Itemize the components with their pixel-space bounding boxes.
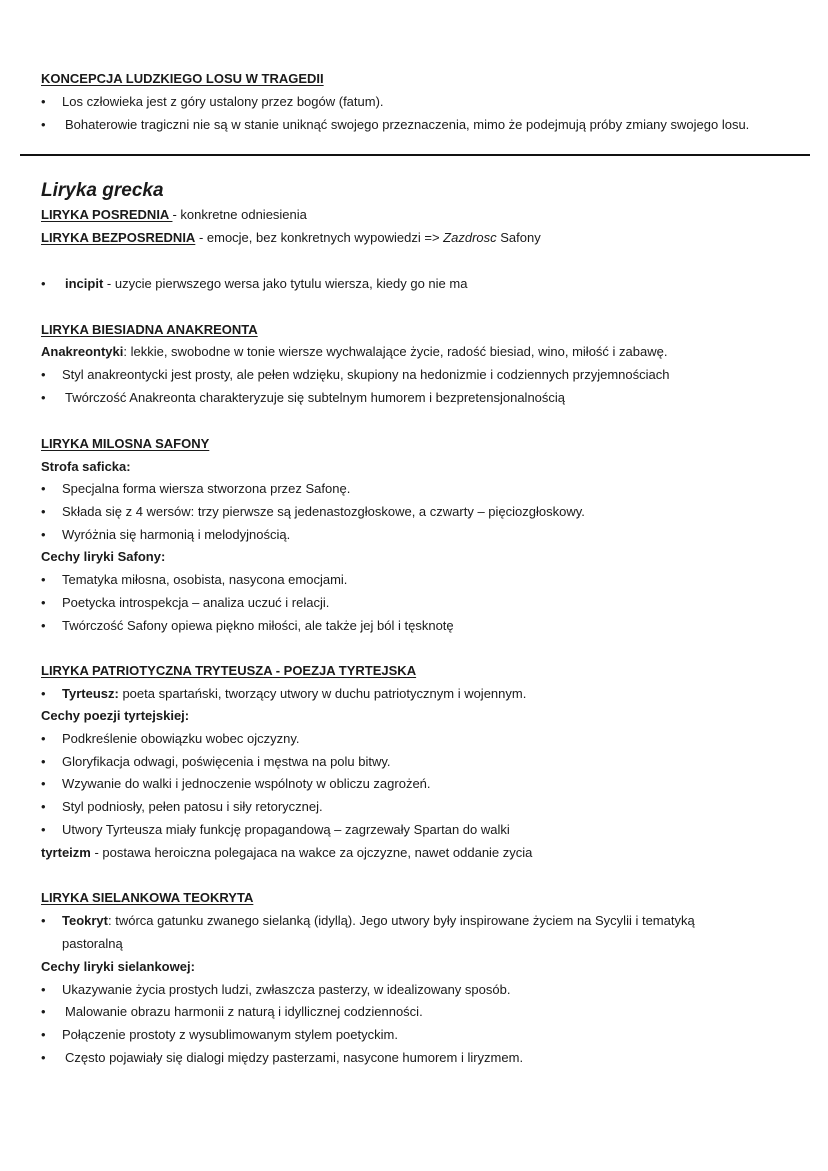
subheading-features: Cechy poezji tyrtejskiej:	[41, 708, 190, 723]
bullet-icon: •	[41, 276, 46, 291]
bullet-icon: •	[41, 913, 46, 928]
bullet-icon: •	[41, 618, 46, 633]
bullet-icon: •	[41, 982, 46, 997]
bullet-icon: •	[41, 504, 46, 519]
bullet-icon: •	[41, 1004, 46, 1019]
bullet-icon: •	[41, 1027, 46, 1042]
bullet-icon: •	[41, 527, 46, 542]
bullet-icon: •	[41, 799, 46, 814]
heading-tyrtaeus: LIRYKA PATRIOTYCZNA TRYTEUSZA - POEZJA TYRTEJSKA	[41, 663, 417, 678]
bullet-icon: •	[41, 731, 46, 746]
bullet-icon: •	[41, 595, 46, 610]
definition-anakreontyki: Anakreontyki: lekkie, swobodne w tonie wiersze wychwalające życie, radość biesiad, wino, miłość i zabawę.	[41, 344, 668, 359]
bullet-icon: •	[41, 390, 46, 405]
subheading-strofa: Strofa saficka:	[41, 459, 131, 474]
list-item-teokryt-continuation: pastoralną	[62, 936, 123, 951]
subheading-features: Cechy liryki Safony:	[41, 549, 166, 564]
heading-sappho: LIRYKA MILOSNA SAFONY	[41, 436, 210, 451]
bullet-icon: •	[41, 367, 46, 382]
bullet-icon: •	[41, 776, 46, 791]
definition-tyrteizm: tyrteizm - postawa heroiczna polegajaca na wakce za ojczyzne, nawet oddanie zycia	[41, 845, 533, 860]
definition-bezposrednia: LIRYKA BEZPOSREDNIA - emocje, bez konkretnych wypowiedzi => Zazdrosc Safony	[41, 230, 541, 245]
subheading-features: Cechy liryki sielankowej:	[41, 959, 195, 974]
bullet-icon: •	[41, 686, 46, 701]
bullet-icon: •	[41, 94, 46, 109]
heading-fate: KONCEPCJA LUDZKIEGO LOSU W TRAGEDII	[41, 71, 324, 86]
bullet-icon: •	[41, 1050, 46, 1065]
bullet-icon: •	[41, 754, 46, 769]
page-title: Liryka grecka	[41, 180, 164, 201]
bullet-icon: •	[41, 481, 46, 496]
bullet-icon: •	[41, 572, 46, 587]
heading-anacreon: LIRYKA BIESIADNA ANAKREONTA	[41, 322, 258, 337]
horizontal-divider	[20, 154, 810, 156]
definition-posrednia: LIRYKA POSREDNIA - konkretne odniesienia	[41, 207, 307, 222]
bullet-icon: •	[41, 117, 46, 132]
bullet-icon: •	[41, 822, 46, 837]
heading-theocritus: LIRYKA SIELANKOWA TEOKRYTA	[41, 890, 254, 905]
